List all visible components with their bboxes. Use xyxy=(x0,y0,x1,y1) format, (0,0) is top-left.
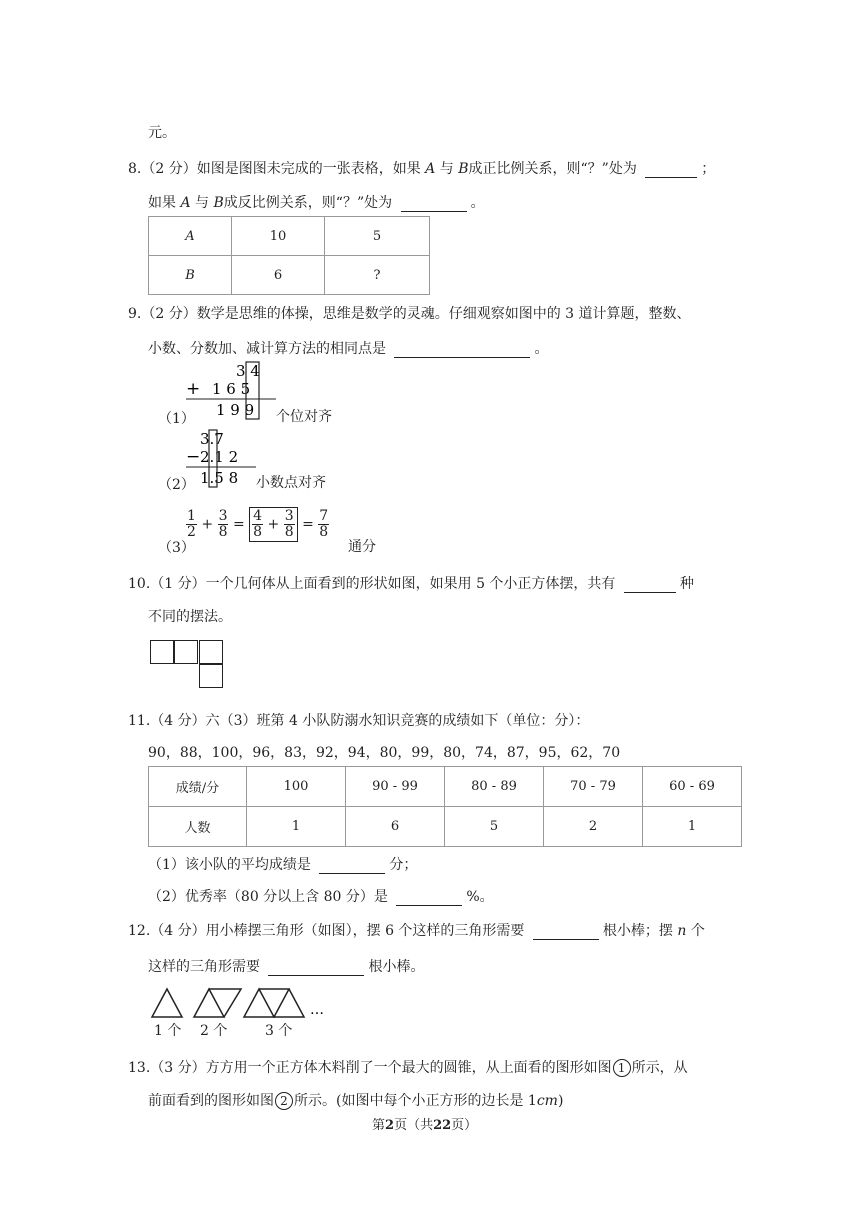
denominator: 8 xyxy=(319,524,329,540)
q9-text: （2 分）数学是思维的体操，思维是数学的灵魂。仔细观察如图中的 3 道计算题，整数、 xyxy=(141,306,691,322)
q13-text-post: 所示。(如图中每个小正方形的边长是 1 xyxy=(294,1093,537,1109)
q8-text-post: 成正比例关系，则“？”处为 xyxy=(468,161,637,177)
q9-line1 xyxy=(128,303,691,323)
q8-text: （2 分）如图是图图未完成的一张表格，如果 xyxy=(141,161,421,177)
denominator: 8 xyxy=(218,524,228,540)
square xyxy=(199,640,223,664)
footer-text: 页（共 xyxy=(394,1118,434,1133)
denominator: 8 xyxy=(284,524,294,540)
table-cell: 70 - 79 xyxy=(544,767,643,807)
label-3: 3 个 xyxy=(265,1023,293,1039)
denominator: 8 xyxy=(253,524,263,540)
label-1: 1 个 xyxy=(154,1023,182,1039)
plus-sign: + xyxy=(201,516,214,533)
triangle-3 xyxy=(244,989,274,1017)
ex1-label: （1） xyxy=(158,411,195,427)
footer-text: 第 xyxy=(372,1118,386,1133)
numerator: 3 xyxy=(284,508,294,524)
page-footer xyxy=(372,1114,477,1133)
q8-line2 xyxy=(148,192,485,212)
q11-sub1 xyxy=(148,854,417,874)
table-cell: 80 - 89 xyxy=(445,767,544,807)
ex3-label: （3） xyxy=(158,540,195,556)
ex1-note: 个位对齐 xyxy=(276,409,332,425)
q9-line2 xyxy=(148,338,548,358)
page-number: 2 xyxy=(385,1118,395,1133)
q13-number: 13. xyxy=(128,1060,151,1076)
table-cell: 人数 xyxy=(149,807,247,847)
numerator: 3 xyxy=(218,508,228,524)
q11-sub1-post: 分； xyxy=(389,857,418,873)
fraction xyxy=(218,509,229,540)
q12-text: 这样的三角形需要 xyxy=(148,959,260,975)
answer-blank[interactable] xyxy=(401,197,467,212)
ellipsis: … xyxy=(310,1002,324,1018)
q13-text: 前面看到的图形如图 xyxy=(148,1093,274,1109)
q9-number: 9. xyxy=(128,306,142,322)
q9-text: 小数、分数加、减计算方法的相同点是 xyxy=(148,341,386,357)
fraction xyxy=(284,509,295,540)
q8-text-post: 成反比例关系，则“？”处为 xyxy=(223,195,393,211)
q11-sub2-text: （2）优秀率（80 分以上含 80 分）是 xyxy=(148,889,388,905)
q12-line2 xyxy=(148,956,424,976)
denominator: 2 xyxy=(187,524,196,540)
q8-table xyxy=(148,216,430,295)
answer-blank[interactable] xyxy=(645,163,697,178)
table-cell: 5 xyxy=(325,217,430,256)
q11-number: 11. xyxy=(128,713,151,729)
q11-scores: 90，88，100，96，83，92，94，80，99，80，74，87，95，62，70 xyxy=(148,745,621,761)
table-row xyxy=(149,807,742,847)
table-cell: 2 xyxy=(544,807,643,847)
q12-text-post: 根小棒。 xyxy=(368,959,425,975)
fraction xyxy=(186,509,197,540)
q12-number: 12. xyxy=(128,923,151,939)
q11-line1 xyxy=(128,710,589,730)
table-cell: 6 xyxy=(232,256,325,295)
var-b: B xyxy=(458,161,469,177)
punct: ) xyxy=(557,1093,564,1109)
square xyxy=(174,640,198,664)
table-row xyxy=(149,217,430,256)
ex2-label: （2） xyxy=(158,477,195,493)
var-a: A xyxy=(180,195,191,211)
q12-text-mid: 根小棒；摆 xyxy=(602,923,673,939)
circled-number: 1 xyxy=(613,1059,631,1077)
table-cell: 10 xyxy=(232,217,325,256)
table-cell: 100 xyxy=(247,767,346,807)
table-cell: 1 xyxy=(643,807,742,847)
footer-text: 页） xyxy=(451,1118,478,1133)
equals-sign: = xyxy=(302,516,314,533)
page-total: 22 xyxy=(433,1118,452,1133)
numerator: 4 xyxy=(253,508,263,524)
square xyxy=(199,664,223,688)
q8-number: 8. xyxy=(128,161,142,177)
var-b: B xyxy=(213,195,224,211)
punct: 。 xyxy=(534,341,549,357)
q12-line1 xyxy=(128,920,705,940)
q11-score-table xyxy=(148,766,742,847)
q13-text-post: 所示，从 xyxy=(631,1060,688,1076)
punct: ； xyxy=(701,161,716,177)
ex2-row2: 2.1 2 xyxy=(200,448,239,466)
table-row xyxy=(149,767,742,807)
ex1-row3: 1 9 9 xyxy=(216,401,255,419)
table-cell: B xyxy=(149,256,232,295)
circled-number: 2 xyxy=(275,1092,293,1110)
table-cell: 1 xyxy=(247,807,346,847)
q10-number: 10. xyxy=(128,576,151,592)
equals-sign: = xyxy=(232,516,245,533)
answer-blank[interactable] xyxy=(624,578,676,593)
q10-line1 xyxy=(128,573,694,593)
var-a: A xyxy=(425,161,436,177)
answer-blank[interactable] xyxy=(533,925,599,940)
table-cell: 成绩/分 xyxy=(149,767,247,807)
q11-sub2-post: %。 xyxy=(466,889,494,905)
answer-blank[interactable] xyxy=(394,343,530,358)
table-cell: 60 - 69 xyxy=(643,767,742,807)
q11-sub2 xyxy=(148,886,494,906)
ex2-row1: 3.7 xyxy=(200,430,224,448)
plus-sign: + xyxy=(267,516,280,533)
q13-line2 xyxy=(148,1090,563,1110)
ex3-fraction-equation xyxy=(186,507,329,542)
table-cell: 90 - 99 xyxy=(346,767,445,807)
unit: cm xyxy=(536,1093,558,1109)
q8-text-and: 与 xyxy=(195,195,210,211)
ex3-note: 通分 xyxy=(348,539,376,555)
triangle-1 xyxy=(152,989,182,1017)
q10-line2: 不同的摆法。 xyxy=(148,609,232,625)
q10-text-post: 种 xyxy=(679,576,694,592)
answer-blank[interactable] xyxy=(268,961,364,976)
q8-text-and: 与 xyxy=(439,161,454,177)
ex2-row3: 1.5 8 xyxy=(200,469,239,487)
q11-text: （4 分）六（3）班第 4 小队防溺水知识竞赛的成绩如下（单位：分）： xyxy=(150,713,590,729)
ex1-row1: 3 4 xyxy=(236,362,260,380)
numerator: 7 xyxy=(319,508,329,524)
numerator: 1 xyxy=(187,508,196,524)
table-cell: 6 xyxy=(346,807,445,847)
triangle-2b xyxy=(209,989,241,1017)
ex1-row2: 1 6 5 xyxy=(212,380,251,398)
ex1-operator: + xyxy=(186,379,201,399)
table-cell: 5 xyxy=(445,807,544,847)
triangle-sticks-figure xyxy=(150,986,330,1020)
answer-blank[interactable] xyxy=(396,891,462,906)
ex2-note: 小数点对齐 xyxy=(256,475,326,491)
q8-text: 如果 xyxy=(148,195,176,211)
top-fragment: 元。 xyxy=(148,125,176,141)
fraction xyxy=(252,509,263,540)
q12-text-post: 个 xyxy=(690,923,705,939)
triangle-2 xyxy=(194,989,224,1017)
label-2: 2 个 xyxy=(200,1023,228,1039)
q12-text: （4 分）用小棒摆三角形（如图），摆 6 个这样的三角形需要 xyxy=(150,923,525,939)
common-denominator-box xyxy=(249,507,297,542)
table-cell: A xyxy=(149,217,232,256)
table-cell: ? xyxy=(325,256,430,295)
q8-line1 xyxy=(128,158,715,178)
fraction xyxy=(318,509,329,540)
q13-line1 xyxy=(128,1057,688,1077)
q13-text: （3 分）方方用一个正方体木料削了一个最大的圆锥，从上面看的图形如图 xyxy=(150,1060,612,1076)
square xyxy=(150,640,174,664)
var-n: n xyxy=(677,923,687,939)
q11-sub1-text: （1）该小队的平均成绩是 xyxy=(148,857,311,873)
punct: 。 xyxy=(470,195,485,211)
answer-blank[interactable] xyxy=(319,859,385,874)
table-row xyxy=(149,256,430,295)
ex2-operator: − xyxy=(186,447,201,467)
q10-text: （1 分）一个几何体从上面看到的形状如图，如果用 5 个小正方体摆，共有 xyxy=(150,576,616,592)
